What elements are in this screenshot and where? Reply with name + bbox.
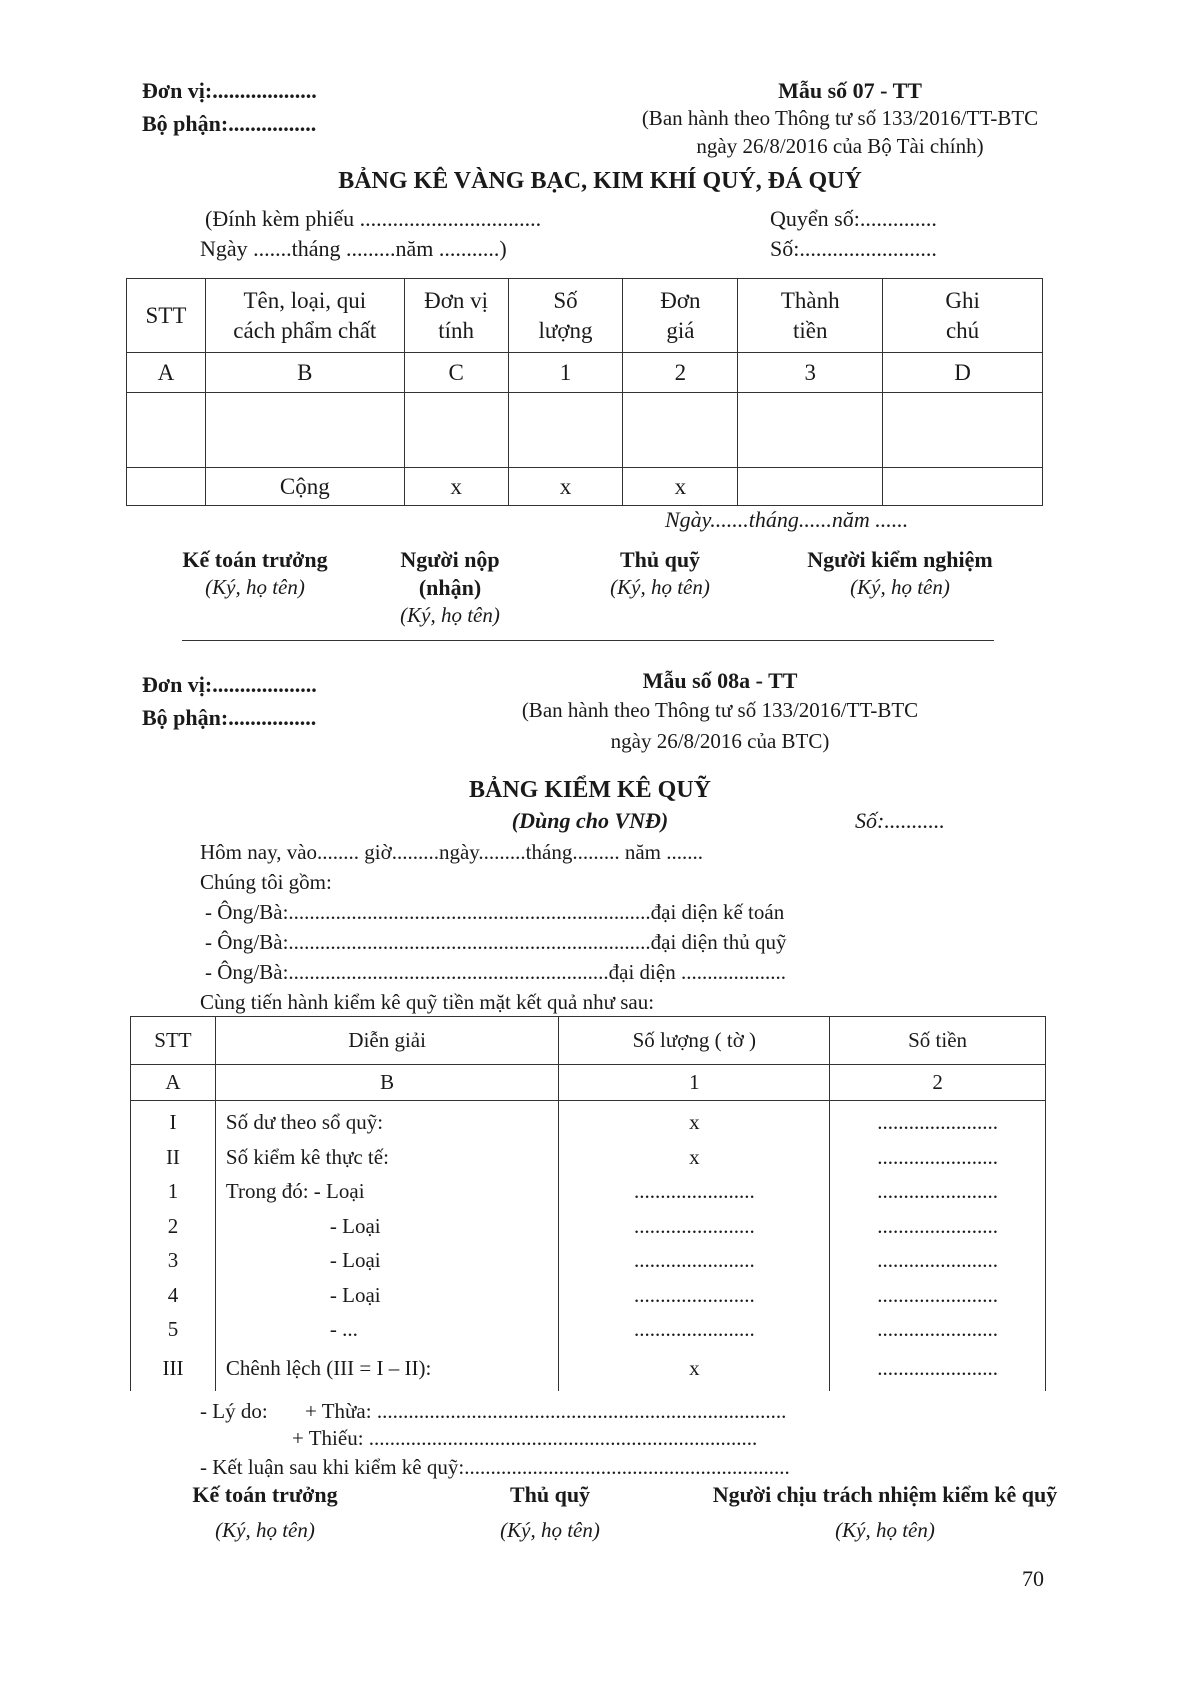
quantity-column — [559, 1101, 830, 1392]
table-header-row — [127, 279, 1043, 353]
total-cell: Cộng — [205, 468, 404, 506]
header-cell: Thành tiền — [738, 279, 883, 353]
description-cell: Chênh lệch (III = I – II): — [225, 1355, 432, 1380]
issued-line-2: ngày 26/8/2016 của Bộ Tài chính) — [696, 134, 984, 158]
book-number: Quyển số:.............. — [770, 206, 937, 231]
signature-note: (Ký, họ tên) — [610, 575, 710, 599]
amount-cell[interactable]: ....................... — [877, 1282, 998, 1307]
description-cell: - Loại — [329, 1213, 381, 1238]
stt-cell: II — [165, 1144, 180, 1169]
cash-count-table — [130, 1016, 1046, 1391]
table-header-row — [131, 1017, 1046, 1065]
surplus-line: + Thừa: .............................................................................. — [305, 1399, 787, 1423]
header-cell: Ghi chú — [883, 279, 1043, 353]
issued-line-1: (Ban hành theo Thông tư số 133/2016/TT-BTC — [641, 106, 1039, 130]
attach-date-line: Ngày .......tháng .........năm ...........) — [200, 236, 507, 261]
header-cell: Số tiền — [830, 1017, 1046, 1065]
conclusion-line: - Kết luận sau khi kiểm kê quỹ:.............................................................. — [200, 1455, 790, 1479]
total-cell: x — [404, 468, 508, 506]
quantity-cell[interactable]: x — [689, 1355, 700, 1380]
table-code-row — [127, 353, 1043, 393]
date-line: Ngày.......tháng......năm ...... — [665, 507, 909, 532]
code-cell: 1 — [508, 353, 623, 393]
header-cell: STT — [131, 1017, 216, 1065]
code-cell: 1 — [559, 1065, 830, 1101]
member-line: - Ông/Bà:.....................................................................đại diện kế toán — [205, 900, 785, 924]
stt-cell: 1 — [167, 1179, 179, 1203]
signature-block — [360, 547, 540, 628]
header-cell: Đơn giá — [623, 279, 738, 353]
page-subtitle: (Dùng cho VNĐ) — [511, 808, 669, 833]
description-cell: - ... — [329, 1317, 358, 1341]
unit-label: Đơn vị:................... — [142, 672, 317, 697]
signature-block — [450, 1482, 650, 1543]
stt-cell: 4 — [167, 1282, 179, 1307]
stt-cell: III — [162, 1355, 184, 1380]
description-cell: Số kiểm kê thực tế: — [225, 1144, 389, 1169]
description-cell: Số dư theo sổ quỹ: — [225, 1110, 384, 1134]
signature-note: (Ký, họ tên) — [205, 575, 305, 599]
description-cell: Trong đó: - Loại — [225, 1179, 365, 1203]
dept-label: Bộ phận:................ — [142, 111, 317, 136]
members-heading: Chúng tôi gồm: — [200, 870, 332, 894]
divider — [182, 640, 994, 641]
signature-block — [130, 547, 380, 600]
valuables-table — [126, 278, 1043, 506]
page-title: BẢNG KIỂM KÊ QUỸ — [468, 777, 711, 803]
signature-note: (Ký, họ tên) — [400, 603, 500, 627]
table-body — [131, 1101, 1046, 1392]
table-cell[interactable] — [127, 393, 206, 468]
header-cell: Tên, loại, qui cách phẩm chất — [205, 279, 404, 353]
stt-cell: 3 — [167, 1248, 179, 1272]
code-cell: 2 — [830, 1065, 1046, 1101]
total-cell — [883, 468, 1043, 506]
table-row — [127, 393, 1043, 468]
amount-cell[interactable]: ....................... — [877, 1110, 998, 1134]
issued-line-2: ngày 26/8/2016 của BTC) — [610, 729, 830, 753]
amount-cell[interactable]: ....................... — [877, 1213, 998, 1238]
signature-note: (Ký, họ tên) — [835, 1518, 935, 1542]
stt-cell: 2 — [167, 1213, 179, 1238]
header-cell: Số lượng — [508, 279, 623, 353]
quantity-cell[interactable]: ....................... — [633, 1179, 755, 1203]
quantity-cell[interactable]: ....................... — [633, 1282, 755, 1307]
total-row — [127, 468, 1043, 506]
code-cell: A — [131, 1065, 216, 1101]
intro-line: Cùng tiến hành kiểm kê quỹ tiền mặt kết quả như sau: — [200, 990, 655, 1014]
signature-block — [140, 1482, 390, 1543]
amount-cell[interactable]: ....................... — [877, 1179, 998, 1203]
table-cell[interactable] — [404, 393, 508, 468]
total-cell — [738, 468, 883, 506]
code-cell: 3 — [738, 353, 883, 393]
stt-cell: I — [169, 1110, 177, 1134]
code-cell: 2 — [623, 353, 738, 393]
signature-title: Thủ quỹ — [509, 1482, 591, 1507]
issued-line-1: (Ban hành theo Thông tư số 133/2016/TT-BTC — [521, 698, 919, 722]
table-cell[interactable] — [205, 393, 404, 468]
signature-note: (Ký, họ tên) — [215, 1518, 315, 1542]
signature-title: Người kiểm nghiệm — [807, 547, 993, 572]
member-line: - Ông/Bà:.............................................................đại diện .................... — [205, 960, 786, 984]
signature-title: Kế toán trưởng — [192, 1482, 338, 1507]
table-code-row — [131, 1065, 1046, 1101]
description-cell: - Loại — [329, 1248, 381, 1272]
signature-title: Thủ quỹ — [619, 547, 701, 572]
header-cell: STT — [127, 279, 206, 353]
quantity-cell[interactable]: x — [689, 1110, 700, 1134]
quantity-cell[interactable]: x — [689, 1144, 700, 1169]
header-cell: Số lượng ( tờ ) — [559, 1017, 830, 1065]
page-number: 70 — [1022, 1566, 1044, 1591]
dept-label: Bộ phận:................ — [142, 705, 317, 730]
signature-title-2: (nhận) — [418, 575, 482, 600]
code-cell: C — [404, 353, 508, 393]
signature-block — [675, 1482, 1095, 1543]
signature-title: Kế toán trưởng — [182, 547, 328, 572]
amount-column — [830, 1101, 1046, 1392]
signature-title: Người chịu trách nhiệm kiểm kê quỹ — [712, 1482, 1058, 1507]
table-cell[interactable] — [883, 393, 1043, 468]
table-cell[interactable] — [508, 393, 623, 468]
amount-cell[interactable]: ....................... — [877, 1248, 998, 1272]
signature-title: Người nộp — [400, 547, 500, 572]
amount-cell[interactable]: ....................... — [877, 1317, 998, 1341]
header-cell: Đơn vị tính — [404, 279, 508, 353]
signature-note: (Ký, họ tên) — [850, 575, 950, 599]
code-cell: B — [205, 353, 404, 393]
stt-cell: 5 — [167, 1317, 179, 1341]
document-number: Số:......................... — [770, 236, 937, 261]
amount-cell[interactable]: ....................... — [877, 1355, 998, 1380]
form-number: Mẫu số 08a - TT — [642, 668, 798, 693]
form-number: Mẫu số 07 - TT — [778, 78, 922, 103]
page-title: BẢNG KÊ VÀNG BẠC, KIM KHÍ QUÝ, ĐÁ QUÝ — [338, 168, 862, 194]
signature-block — [770, 547, 1030, 600]
inventory-time-line: Hôm nay, vào........ giờ.........ngày.........tháng......... năm ....... — [200, 840, 703, 864]
amount-cell[interactable]: ....................... — [877, 1144, 998, 1169]
table-cell[interactable] — [738, 393, 883, 468]
quantity-cell[interactable]: ....................... — [633, 1248, 755, 1272]
header-cell: Diễn giải — [215, 1017, 559, 1065]
code-cell: B — [215, 1065, 559, 1101]
code-cell: D — [883, 353, 1043, 393]
total-cell: x — [508, 468, 623, 506]
quantity-cell[interactable]: ....................... — [633, 1213, 755, 1238]
description-column — [215, 1101, 559, 1392]
document-number: Số:........... — [855, 808, 945, 833]
signature-block — [560, 547, 760, 600]
quantity-cell[interactable]: ....................... — [633, 1317, 755, 1341]
description-cell: - Loại — [329, 1282, 381, 1307]
shortage-line: + Thiếu: .......................................................................... — [292, 1426, 758, 1450]
unit-label: Đơn vị:................... — [142, 78, 317, 103]
table-cell[interactable] — [623, 393, 738, 468]
code-cell: A — [127, 353, 206, 393]
total-cell: x — [623, 468, 738, 506]
attach-line: (Đính kèm phiếu ................................. — [205, 206, 542, 231]
signature-note: (Ký, họ tên) — [500, 1518, 600, 1542]
reason-label: - Lý do: — [200, 1399, 268, 1423]
total-cell — [127, 468, 206, 506]
member-line: - Ông/Bà:.....................................................................đại diện thủ quỹ — [205, 930, 787, 954]
stt-column — [131, 1101, 216, 1392]
